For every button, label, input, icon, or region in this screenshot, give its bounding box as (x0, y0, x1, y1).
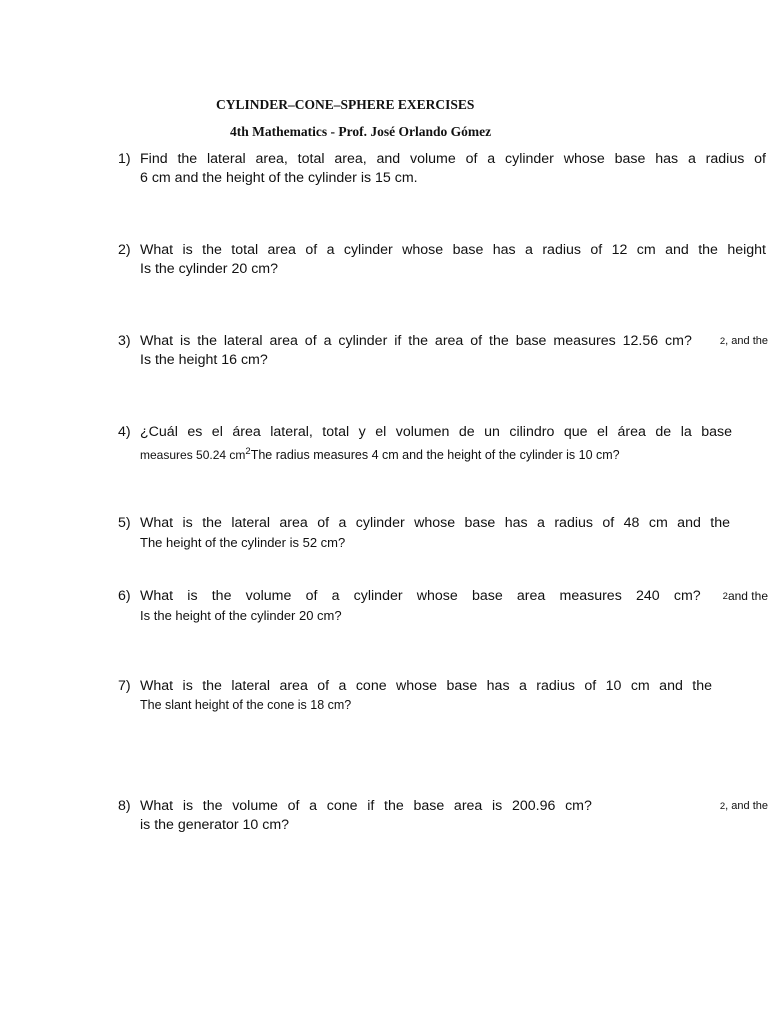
exercise-number: 1) (118, 151, 131, 167)
exercise-text-line2-small: measures 50.24 cm (140, 448, 246, 462)
superscript: 2 (719, 801, 726, 812)
superscript: 2 (722, 591, 728, 602)
exercise-text-line1: What is the lateral area of a cylinder whose base has a radius of 48 cm and the (140, 515, 730, 531)
superscript: 2 (719, 336, 726, 347)
document-title: CYLINDER–CONE–SPHERE EXERCISES (216, 97, 475, 112)
exercise-1 (118, 150, 768, 188)
exercise-text-line1: ¿Cuál es el área lateral, total y el volumen de un cilindro que el área de la base (140, 424, 732, 440)
document-subtitle: 4th Mathematics - Prof. José Orlando Gómez (230, 124, 492, 139)
exercise-number: 3) (118, 333, 131, 349)
exercise-text-line2: The slant height of the cone is 18 cm? (140, 698, 352, 712)
exercise-tail: and the (727, 589, 768, 603)
exercise-4 (118, 423, 768, 465)
exercise-7 (118, 677, 768, 715)
exercise-text-line2: is the generator 10 cm? (140, 817, 290, 833)
exercise-2 (118, 241, 768, 279)
exercise-3 (118, 332, 768, 370)
exercise-text-line2: 6 cm and the height of the cylinder is 15 cm. (140, 170, 418, 186)
exercise-number: 6) (118, 588, 131, 604)
exercise-text-line2: Is the height 16 cm? (140, 352, 268, 368)
exercise-number: 7) (118, 678, 131, 694)
exercise-8 (118, 797, 768, 835)
superscript: 2 (245, 446, 251, 457)
exercise-6 (118, 587, 768, 625)
exercise-text-line2: The height of the cylinder is 52 cm? (140, 535, 346, 550)
exercise-text-line1: What is the lateral area of a cylinder if the area of the base measures 12.56 cm? (140, 333, 692, 349)
exercise-text-line1: Find the lateral area, total area, and volume of a cylinder whose base has a radius of (140, 151, 766, 167)
exercise-text-line1: What is the volume of a cone if the base area is 200.96 cm? (140, 798, 592, 814)
exercise-text-line2: Is the cylinder 20 cm? (140, 261, 278, 277)
exercise-text-line1: What is the lateral area of a cone whose base has a radius of 10 cm and the (140, 678, 712, 694)
exercise-number: 4) (118, 424, 131, 440)
exercise-number: 8) (118, 798, 131, 814)
exercise-text-line2: Is the height of the cylinder 20 cm? (140, 608, 342, 623)
exercise-text-line2: The radius measures 4 cm and the height of the cylinder is 10 cm? (250, 448, 620, 462)
exercise-tail: , and the (725, 335, 768, 347)
exercise-5 (118, 514, 768, 552)
exercise-number: 5) (118, 515, 131, 531)
exercise-text-line1: What is the total area of a cylinder whose base has a radius of 12 cm and the height (140, 242, 766, 258)
exercise-number: 2) (118, 242, 131, 258)
exercise-tail: , and the (725, 800, 768, 812)
exercise-text-line1: What is the volume of a cylinder whose base area measures 240 cm? (140, 588, 701, 604)
